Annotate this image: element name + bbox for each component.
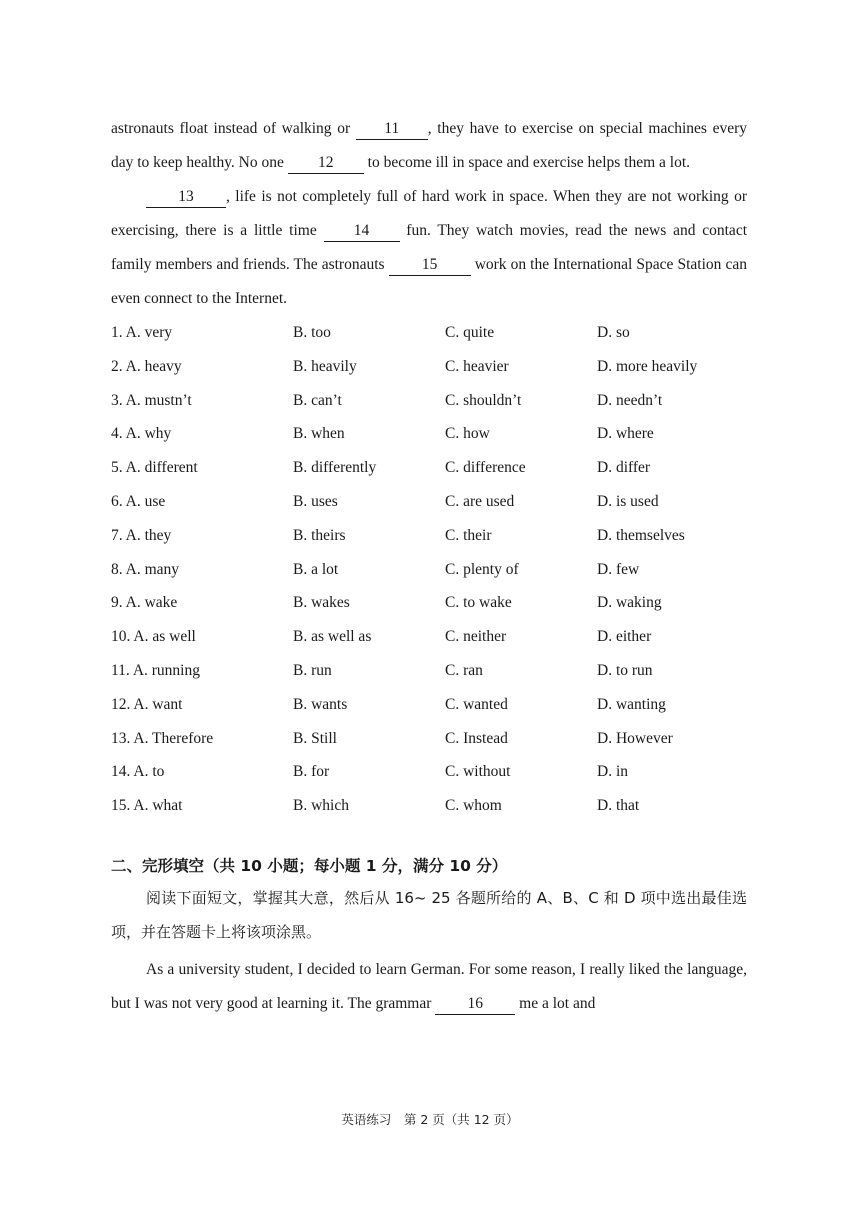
blank-14: 14 — [324, 221, 400, 242]
option-a: 7. A. they — [111, 526, 172, 544]
passage-text: As a university student, I decided to learn German. For some reason, I really liked the language, but I was not very good at learning it. The grammar — [111, 960, 747, 1012]
option-row — [111, 316, 747, 350]
option-row — [111, 350, 747, 384]
option-b: B. Still — [293, 729, 337, 747]
option-a: 13. A. Therefore — [111, 729, 214, 747]
option-c: C. how — [445, 425, 490, 443]
option-d: D. themselves — [597, 526, 685, 544]
option-a: 6. A. use — [111, 492, 166, 510]
option-c: C. to wake — [445, 594, 512, 612]
option-a: 9. A. wake — [111, 594, 178, 612]
passage-text: to become ill in space and exercise helps them a lot. — [363, 154, 691, 171]
page-footer: 英语练习 第 2 页（共 12 页） — [341, 1112, 519, 1127]
passage-paragraph-1 — [111, 112, 747, 180]
option-d: D. waking — [597, 594, 662, 612]
option-c: C. ran — [445, 661, 483, 679]
passage-text: , they have to exercise on special machines every day to keep healthy. No one — [111, 120, 747, 171]
option-c: C. heavier — [445, 357, 509, 375]
option-d: D. where — [597, 425, 654, 443]
option-d: D. more heavily — [597, 357, 698, 375]
option-a: 8. A. many — [111, 560, 180, 578]
option-a: 15. A. what — [111, 797, 183, 815]
option-c: C. neither — [445, 628, 507, 646]
option-d: D. that — [597, 797, 640, 815]
option-b: B. uses — [293, 492, 338, 510]
option-a: 10. A. as well — [111, 628, 196, 646]
option-row — [111, 789, 747, 823]
option-b: B. heavily — [293, 357, 357, 375]
option-row — [111, 451, 747, 485]
option-d: D. so — [597, 324, 630, 341]
option-a: 3. A. mustn’t — [111, 391, 192, 409]
option-b: B. theirs — [293, 526, 346, 544]
option-d: D. However — [597, 729, 673, 747]
blank-11: 11 — [356, 119, 428, 140]
option-row — [111, 688, 747, 722]
answer-options — [111, 316, 747, 823]
option-a: 14. A. to — [111, 763, 165, 781]
option-b: B. a lot — [293, 560, 339, 578]
option-d: D. to run — [597, 661, 653, 679]
option-b: B. as well as — [293, 628, 372, 646]
option-a: 1. A. very — [111, 324, 173, 341]
option-b: B. too — [293, 324, 331, 341]
option-b: B. wants — [293, 695, 348, 713]
blank-12: 12 — [288, 153, 364, 174]
passage-text: , life is not completely full of hard work in space. When they are not working or exercising, there is a little time — [111, 188, 747, 239]
passage-text: work on the International Space Station can even connect to the Internet. — [111, 256, 747, 307]
section-instruction: 阅读下面短文，掌握其大意，然后从 16~ 25 各题所给的 A、B、C 和 D 项中选出最佳选项，并在答题卡上将该项涂黑。 — [111, 888, 747, 941]
option-b: B. run — [293, 661, 332, 679]
option-d: D. either — [597, 628, 652, 646]
option-d: D. in — [597, 763, 628, 781]
option-b: B. differently — [293, 459, 377, 477]
passage-text: fun. They watch movies, read the news and contact family members and friends. The astronauts — [111, 222, 748, 273]
option-b: B. wakes — [293, 594, 350, 612]
option-row — [111, 586, 747, 620]
option-d: D. few — [597, 560, 640, 578]
option-b: B. which — [293, 797, 349, 815]
passage-text: astronauts float instead of walking or — [111, 120, 356, 137]
option-row — [111, 384, 747, 418]
blank-13: 13 — [146, 187, 226, 208]
option-a: 11. A. running — [111, 661, 200, 679]
option-d: D. is used — [597, 492, 659, 510]
option-c: C. whom — [445, 797, 502, 815]
option-c: C. shouldn’t — [445, 391, 522, 409]
passage-paragraph-2 — [111, 180, 747, 316]
section-title: 二、完形填空（共 10 小题；每小题 1 分，满分 10 分） — [111, 856, 508, 875]
option-c: C. quite — [445, 324, 495, 341]
option-c: C. Instead — [445, 729, 508, 747]
option-a: 2. A. heavy — [111, 357, 182, 375]
option-a: 5. A. different — [111, 459, 198, 477]
option-a: 4. A. why — [111, 425, 172, 443]
passage-text: me a lot and — [515, 994, 596, 1012]
option-b: B. can’t — [293, 391, 342, 409]
option-row — [111, 485, 747, 519]
passage-paragraph-3 — [111, 953, 747, 1021]
option-c: C. without — [445, 763, 511, 781]
blank-16: 16 — [435, 994, 515, 1015]
option-d: D. wanting — [597, 695, 666, 713]
option-c: C. plenty of — [445, 560, 519, 578]
option-c: C. wanted — [445, 695, 508, 713]
option-row — [111, 620, 747, 654]
blank-15: 15 — [389, 255, 471, 276]
option-b: B. when — [293, 425, 345, 443]
exam-page — [111, 112, 747, 1021]
option-d: D. needn’t — [597, 391, 663, 409]
option-row — [111, 553, 747, 587]
option-d: D. differ — [597, 459, 651, 477]
option-row — [111, 417, 747, 451]
option-row — [111, 722, 747, 756]
option-c: C. are used — [445, 492, 515, 510]
option-row — [111, 755, 747, 789]
option-a: 12. A. want — [111, 695, 183, 713]
option-b: B. for — [293, 763, 330, 781]
option-c: C. their — [445, 526, 492, 544]
option-row — [111, 519, 747, 553]
option-c: C. difference — [445, 459, 526, 477]
option-row — [111, 654, 747, 688]
